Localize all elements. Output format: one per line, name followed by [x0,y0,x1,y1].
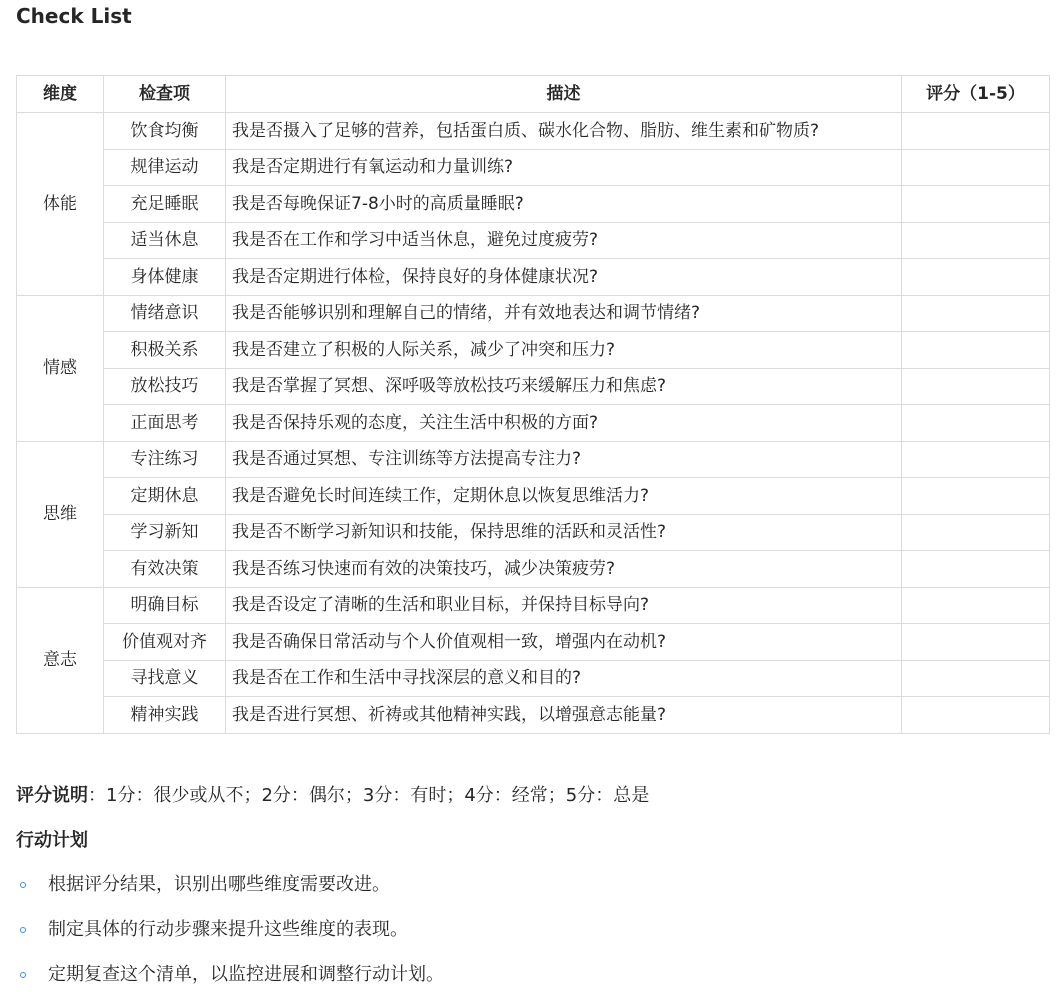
score-cell[interactable] [902,551,1050,588]
table-row [17,332,1050,369]
score-cell[interactable] [902,660,1050,697]
list-item [16,870,1049,915]
check-item-cell: 定期休息 [104,478,226,515]
check-item-cell: 积极关系 [104,332,226,369]
description-cell: 我是否掌握了冥想、深呼吸等放松技巧来缓解压力和焦虑? [226,368,902,405]
description-cell: 我是否每晚保证7-8小时的高质量睡眠? [226,186,902,223]
check-item-cell: 规律运动 [104,149,226,186]
list-item [16,960,1049,1005]
table-row [17,368,1050,405]
header-check-item: 检查项 [104,76,226,113]
description-cell: 我是否保持乐观的态度，关注生活中积极的方面? [226,405,902,442]
description-cell: 我是否练习快速而有效的决策技巧，减少决策疲劳? [226,551,902,588]
description-cell: 我是否建立了积极的人际关系，减少了冲突和压力? [226,332,902,369]
header-dimension: 维度 [17,76,104,113]
check-item-cell: 有效决策 [104,551,226,588]
scoring-note-label: 评分说明 [16,785,88,806]
hollow-circle-bullet-icon [20,972,26,978]
dimension-cell: 情感 [17,295,104,441]
table-row [17,295,1050,332]
dimension-cell: 意志 [17,587,104,733]
check-item-cell: 适当休息 [104,222,226,259]
description-cell: 我是否不断学习新知识和技能，保持思维的活跃和灵活性? [226,514,902,551]
score-cell[interactable] [902,259,1050,296]
score-cell[interactable] [902,222,1050,259]
description-cell: 我是否避免长时间连续工作，定期休息以恢复思维活力? [226,478,902,515]
score-cell[interactable] [902,478,1050,515]
check-item-cell: 专注练习 [104,441,226,478]
table-row [17,222,1050,259]
check-item-cell: 放松技巧 [104,368,226,405]
description-cell: 我是否能够识别和理解自己的情绪，并有效地表达和调节情绪? [226,295,902,332]
check-item-cell: 学习新知 [104,514,226,551]
score-cell[interactable] [902,113,1050,150]
description-cell: 我是否通过冥想、专注训练等方法提高专注力? [226,441,902,478]
check-item-cell: 寻找意义 [104,660,226,697]
check-item-cell: 身体健康 [104,259,226,296]
score-cell[interactable] [902,587,1050,624]
check-item-cell: 精神实践 [104,697,226,734]
description-cell: 我是否定期进行有氧运动和力量训练? [226,149,902,186]
score-cell[interactable] [902,332,1050,369]
dimension-cell: 体能 [17,113,104,296]
description-cell: 我是否摄入了足够的营养，包括蛋白质、碳水化合物、脂肪、维生素和矿物质? [226,113,902,150]
check-item-cell: 情绪意识 [104,295,226,332]
score-cell[interactable] [902,186,1050,223]
table-row [17,259,1050,296]
check-item-cell: 价值观对齐 [104,624,226,661]
action-plan-title: 行动计划 [16,830,88,851]
dimension-cell: 思维 [17,441,104,587]
table-row [17,186,1050,223]
header-score: 评分（1-5） [902,76,1050,113]
list-item-text: 制定具体的行动步骤来提升这些维度的表现。 [48,919,408,940]
action-plan-list [16,870,1049,1005]
table-header-row [17,76,1050,113]
score-cell[interactable] [902,368,1050,405]
description-cell: 我是否在工作和生活中寻找深层的意义和目的? [226,660,902,697]
table-row [17,405,1050,442]
description-cell: 我是否设定了清晰的生活和职业目标，并保持目标导向? [226,587,902,624]
list-item-text: 根据评分结果，识别出哪些维度需要改进。 [48,874,390,895]
score-cell[interactable] [902,624,1050,661]
table-row [17,113,1050,150]
score-cell[interactable] [902,441,1050,478]
scoring-note-text: ：1分：很少或从不；2分：偶尔；3分：有时；4分：经常；5分：总是 [88,785,650,806]
table-row [17,514,1050,551]
table-row [17,660,1050,697]
table-row [17,551,1050,588]
hollow-circle-bullet-icon [20,882,26,888]
description-cell: 我是否确保日常活动与个人价值观相一致，增强内在动机? [226,624,902,661]
check-item-cell: 正面思考 [104,405,226,442]
score-cell[interactable] [902,514,1050,551]
check-item-cell: 明确目标 [104,587,226,624]
check-item-cell: 饮食均衡 [104,113,226,150]
score-cell[interactable] [902,405,1050,442]
score-cell[interactable] [902,149,1050,186]
score-cell[interactable] [902,295,1050,332]
hollow-circle-bullet-icon [20,927,26,933]
description-cell: 我是否进行冥想、祈祷或其他精神实践，以增强意志能量? [226,697,902,734]
table-row [17,697,1050,734]
table-row [17,441,1050,478]
scoring-note [16,783,649,809]
list-item [16,915,1049,960]
list-item-text: 定期复查这个清单，以监控进展和调整行动计划。 [48,964,444,985]
description-cell: 我是否定期进行体检，保持良好的身体健康状况? [226,259,902,296]
checklist-table [16,75,1050,734]
table-row [17,624,1050,661]
header-description: 描述 [226,76,902,113]
table-row [17,587,1050,624]
check-item-cell: 充足睡眠 [104,186,226,223]
score-cell[interactable] [902,697,1050,734]
description-cell: 我是否在工作和学习中适当休息，避免过度疲劳? [226,222,902,259]
table-row [17,149,1050,186]
page-title: Check List [16,4,132,28]
table-row [17,478,1050,515]
